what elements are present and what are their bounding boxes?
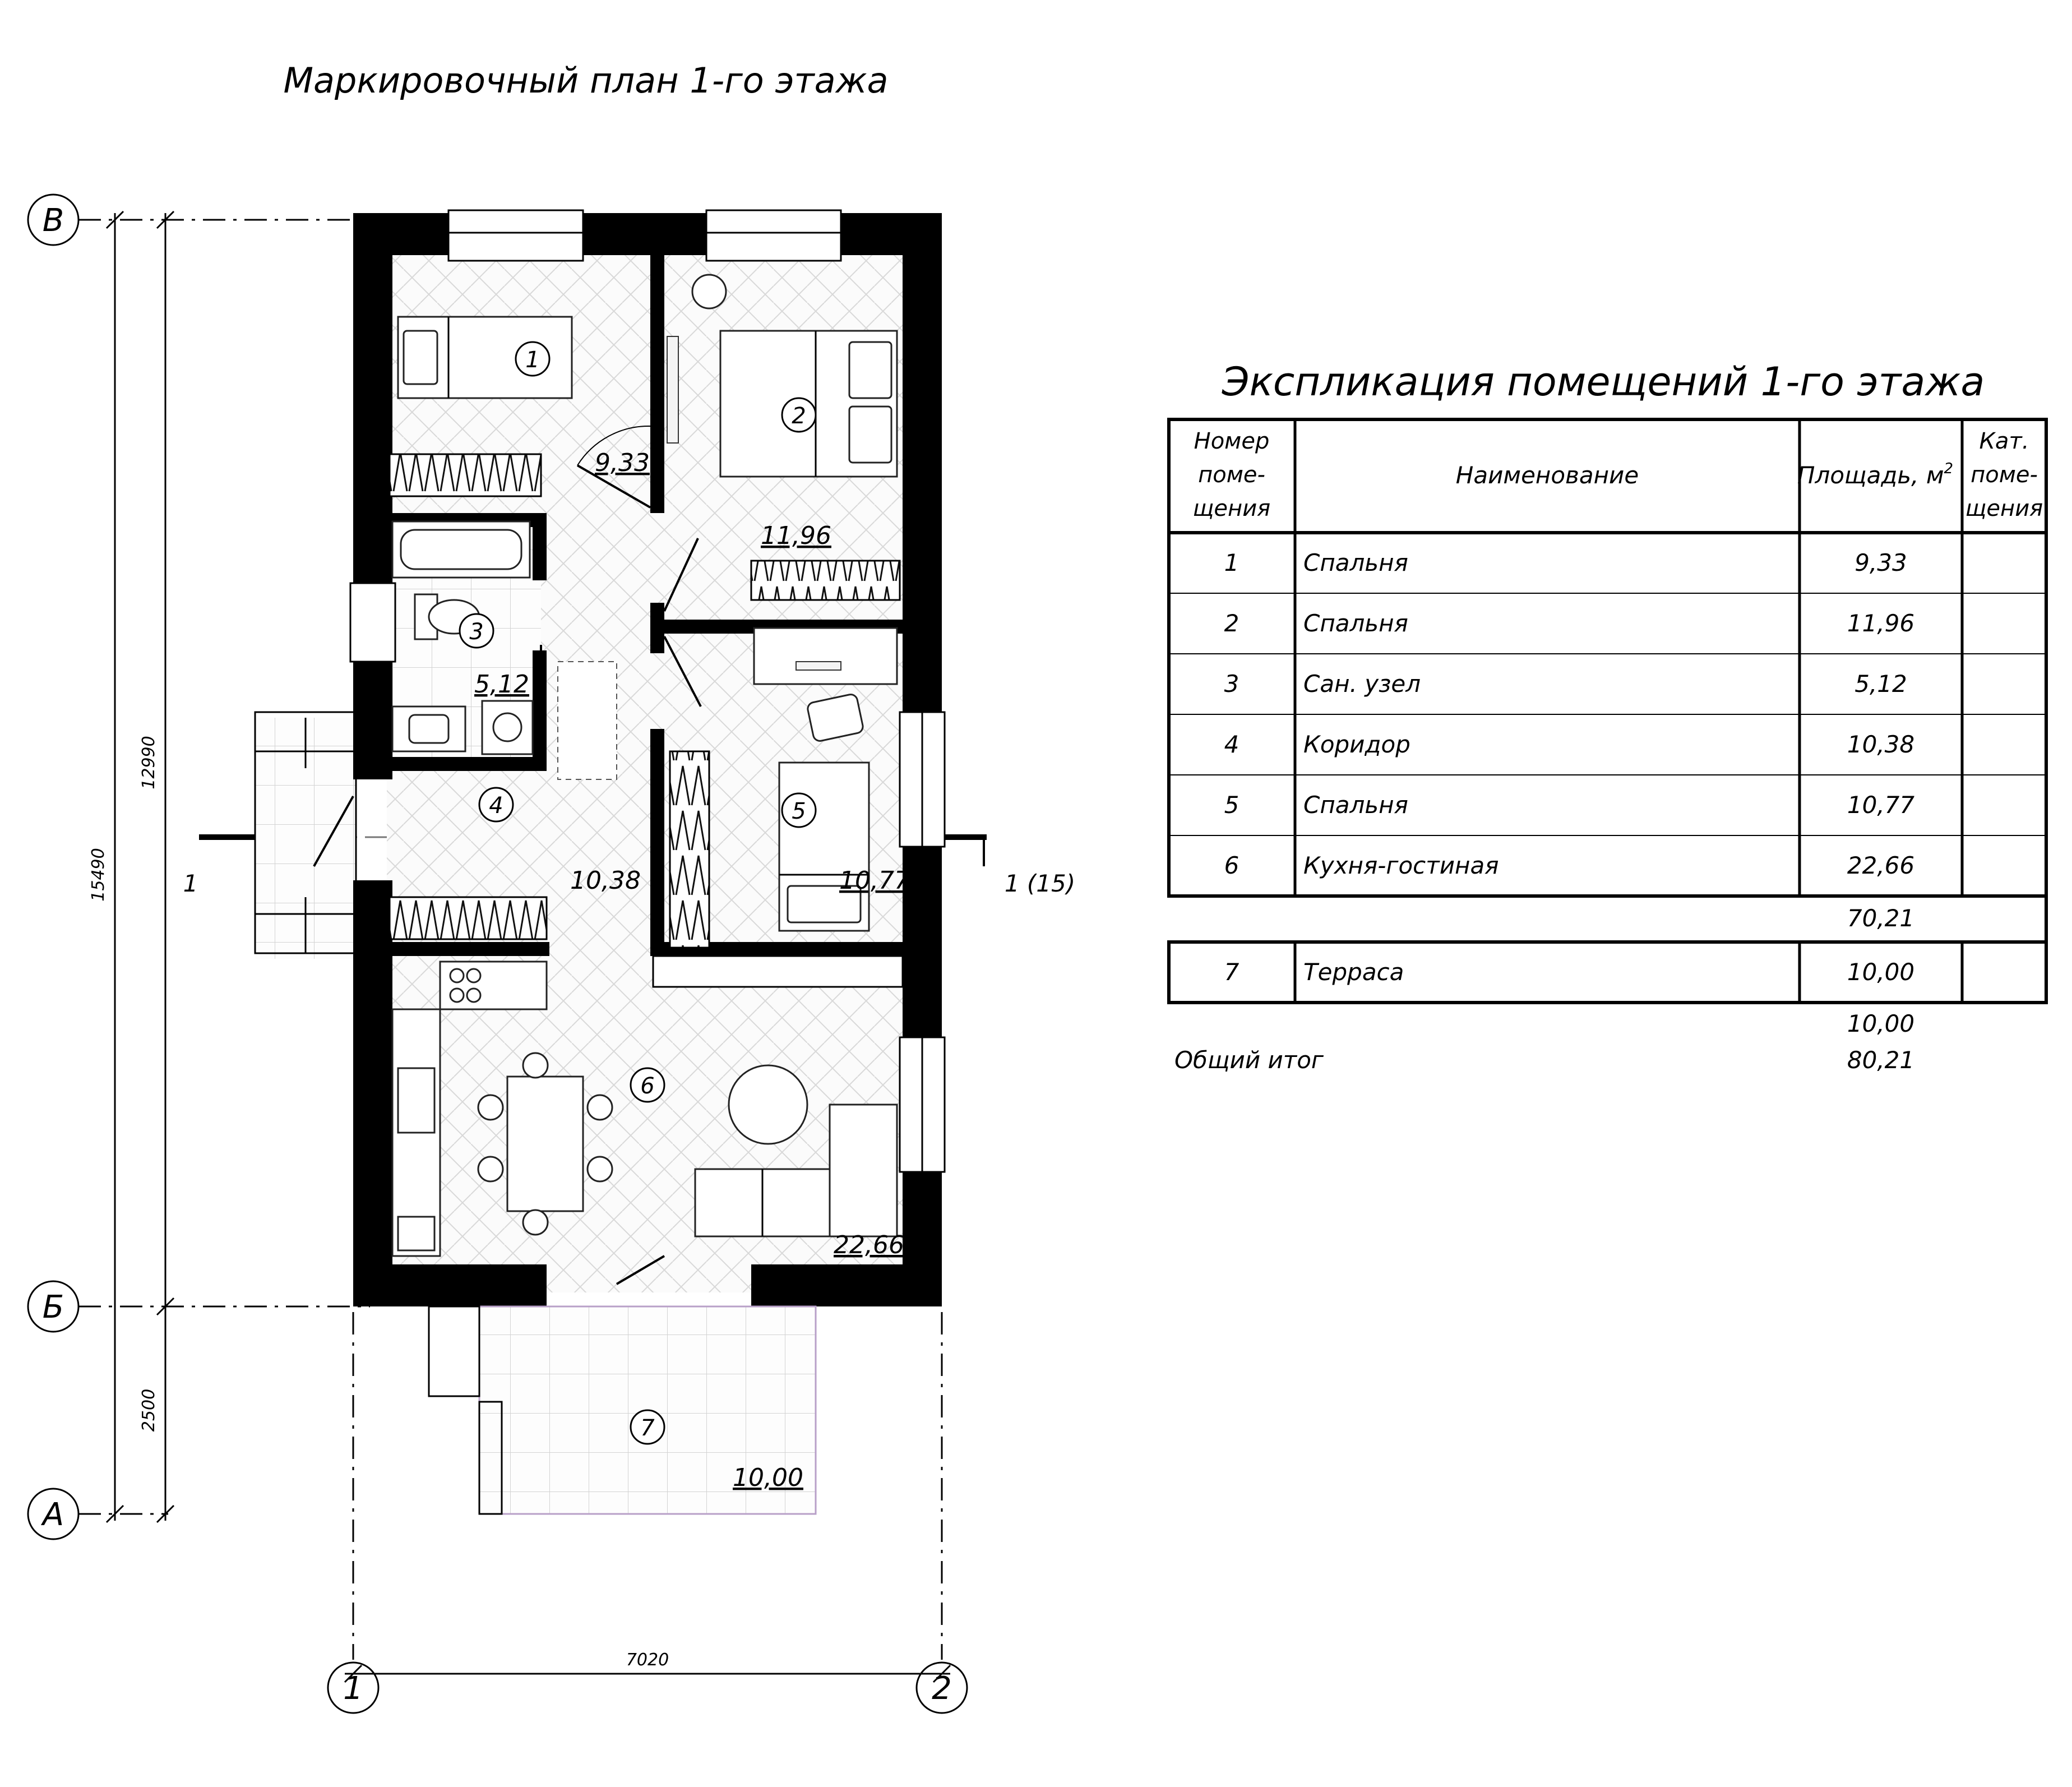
- explication-table: [1169, 419, 2046, 1003]
- table-row: [1224, 731, 1914, 758]
- kitchen-counter: [392, 1009, 440, 1256]
- section-label-right: 1 (15): [1004, 870, 1076, 897]
- washing-machine: [482, 701, 533, 754]
- row-name: Спальня: [1303, 791, 1408, 819]
- room-number-5: 5: [792, 798, 806, 824]
- header-cat-1: Кат.: [1979, 428, 2029, 454]
- row-area: 9,33: [1854, 549, 1907, 576]
- axis-label-1: 1: [343, 1670, 363, 1707]
- row-area: 5,12: [1854, 670, 1907, 698]
- header-num-1: Номер: [1194, 428, 1270, 454]
- room-number-7: 7: [640, 1415, 655, 1441]
- wardrobe-room5: [670, 751, 709, 948]
- wardrobe-room1: [390, 454, 541, 496]
- window-room6: [900, 1037, 945, 1172]
- row-area: 10,77: [1847, 791, 1915, 819]
- table-row: [1224, 958, 1914, 986]
- wardrobe-room2: [751, 561, 900, 600]
- dimension-vertical-split: [139, 211, 174, 1522]
- window-bath: [350, 583, 395, 662]
- dimension-horizontal: [345, 1650, 950, 1682]
- room-number-4: 4: [489, 793, 503, 819]
- bathtub: [392, 521, 530, 578]
- bed-room5: [779, 763, 869, 931]
- row-num: 3: [1224, 670, 1239, 698]
- round-table: [729, 1065, 807, 1144]
- row-num: 4: [1224, 731, 1239, 758]
- row-num: 1: [1224, 549, 1239, 576]
- row-name: Сан. узел: [1303, 670, 1421, 698]
- header-num-2: поме-: [1198, 462, 1265, 488]
- row-num: 5: [1224, 791, 1239, 819]
- header-cat-2: поме-: [1971, 462, 2038, 488]
- sink-bath: [392, 707, 465, 751]
- room-number-2: 2: [792, 403, 806, 429]
- room-area-6: 22,66: [834, 1231, 904, 1259]
- axis-marker-a: [28, 1489, 78, 1539]
- shelf-room2: [667, 336, 678, 443]
- row-area: 22,66: [1847, 852, 1915, 879]
- axis-marker-b: [28, 1281, 78, 1332]
- dim-width: 7020: [626, 1650, 669, 1670]
- room-number-6: 6: [640, 1073, 655, 1099]
- row-area: 11,96: [1847, 609, 1915, 637]
- row-name: Кухня-гостиная: [1303, 852, 1499, 879]
- desk-room5: [754, 628, 897, 684]
- header-name: Наименование: [1455, 461, 1639, 489]
- room-area-4: 10,38: [570, 866, 641, 895]
- total-value: 80,21: [1847, 1046, 1915, 1074]
- header-cat-3: щения: [1965, 496, 2043, 521]
- subtotal-1: 70,21: [1847, 904, 1915, 932]
- axis-marker-2: [917, 1663, 967, 1713]
- room-area-7: 10,00: [733, 1463, 803, 1492]
- stool-room2: [692, 275, 726, 308]
- header-num-3: щения: [1192, 496, 1271, 521]
- header-area: Площадь, $м^2$: [1797, 460, 1954, 489]
- room-area-1: 9,33: [595, 449, 650, 477]
- window-room5: [900, 712, 945, 847]
- table-row: [1224, 549, 1907, 576]
- table-row: [1224, 791, 1915, 819]
- stove: [440, 962, 547, 1009]
- total-label: Общий итог: [1174, 1046, 1324, 1074]
- explication-title: Экспликация помещений 1-го этажа: [1222, 359, 1985, 405]
- axis-label-b: Б: [42, 1289, 64, 1326]
- axis-label-a: А: [42, 1497, 64, 1533]
- dim-upper: 12990: [139, 736, 159, 789]
- row-name: Коридор: [1303, 731, 1410, 758]
- row-name: Спальня: [1303, 549, 1408, 576]
- room-area-2: 11,96: [761, 521, 831, 550]
- room-area-3: 5,12: [474, 670, 529, 699]
- dimension-vertical-total: [89, 211, 123, 1522]
- row-area: 10,00: [1847, 958, 1915, 986]
- section-label-left: 1: [183, 870, 198, 897]
- window-room2: [706, 210, 841, 261]
- axis-marker-v: [28, 195, 78, 245]
- row-num: 7: [1224, 958, 1239, 986]
- dim-total-height: 15490: [89, 848, 108, 902]
- partition-kitchen: [653, 956, 903, 987]
- axis-label-2: 2: [932, 1670, 952, 1707]
- dim-lower: 2500: [139, 1388, 159, 1432]
- axis-marker-1: [328, 1663, 378, 1713]
- row-name: Спальня: [1303, 609, 1408, 637]
- wardrobe-corridor: [390, 897, 547, 939]
- row-num: 2: [1224, 609, 1239, 637]
- table-row: [1224, 609, 1914, 637]
- room-area-5: 10,77: [839, 866, 910, 895]
- row-name: Терраса: [1303, 958, 1404, 986]
- row-area: 10,38: [1847, 731, 1915, 758]
- plan-title: Маркировочный план 1-го этажа: [283, 60, 889, 101]
- subtotal-2: 10,00: [1847, 1010, 1915, 1037]
- room-number-3: 3: [469, 619, 484, 645]
- room-number-1: 1: [525, 347, 540, 373]
- axis-label-v: В: [42, 202, 64, 239]
- hatch-corridor: [558, 662, 617, 779]
- table-row: [1224, 852, 1914, 879]
- row-num: 6: [1224, 852, 1239, 879]
- window-room1: [448, 210, 583, 261]
- table-row: [1224, 670, 1907, 698]
